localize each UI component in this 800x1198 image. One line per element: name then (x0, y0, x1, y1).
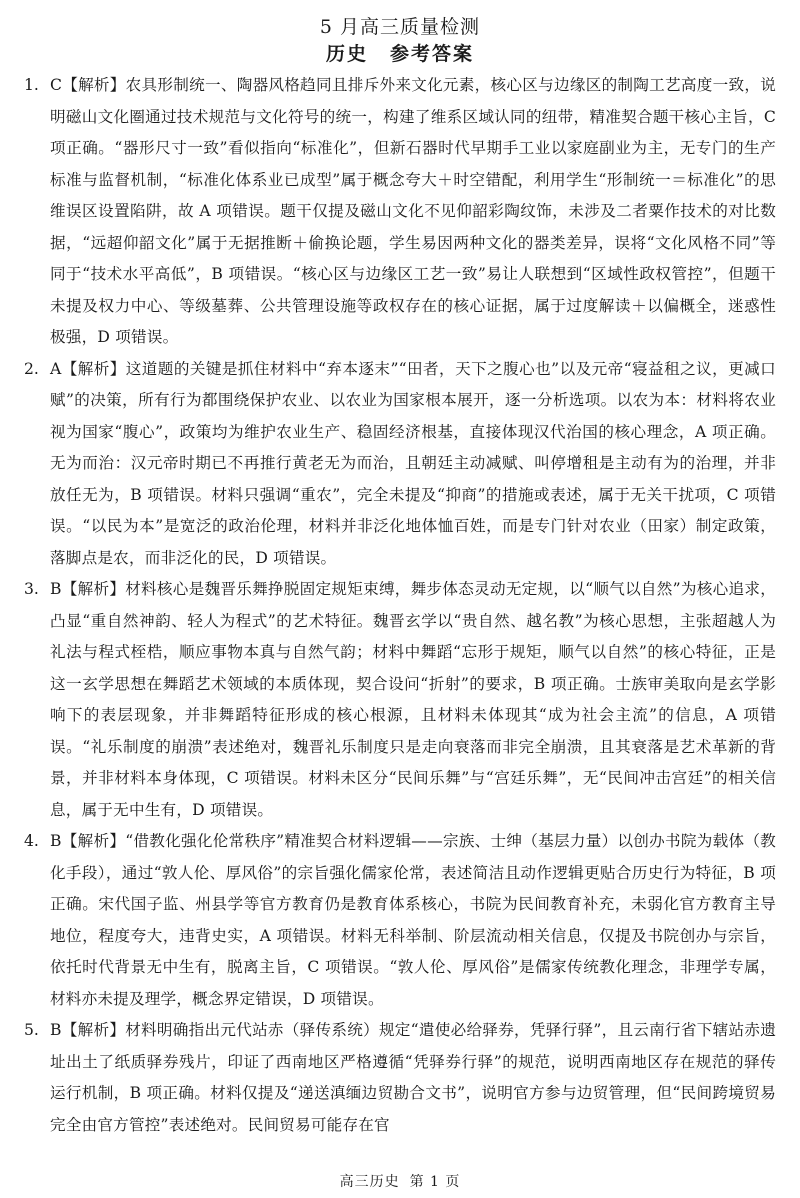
analysis-tag: 【解析】 (61, 832, 126, 850)
analysis-tag: 【解析】 (61, 1021, 126, 1039)
page-footer (0, 1172, 800, 1192)
answer-choice: B (50, 1021, 62, 1039)
answer-body (50, 1015, 776, 1141)
answer-body (50, 70, 776, 354)
answer-number: 3. (24, 580, 39, 598)
subject-label: 历史 (325, 43, 368, 65)
answer-kind-label: 参考答案 (390, 43, 475, 65)
page-title: 5 月高三质量检测 (319, 16, 481, 38)
page-number: 第 1 页 (409, 1174, 461, 1190)
page-subtitle (24, 40, 776, 68)
answer-number: 2. (24, 359, 39, 378)
answer-item (24, 1015, 776, 1141)
answer-list (24, 70, 776, 1141)
answer-number: 5. (24, 1021, 39, 1039)
analysis-text: 农具形制统一、陶器风格趋同且排斥外来文化元素，核心区与边缘区的制陶工艺高度一致，说明磁山文化圈通过技术规范与文化符号的统一，构建了维系区域认同的纽带，精准契合题干核心主旨，C 项正确。“器形尺寸一致”看似指向“标准化”，但新石器时代早期手工业以家庭副业为主，无专门的生产标准与监督机制，“标准化体系业已成型”属于概念夸大＋时空错配，利用学生“形制统一＝标准化”的思维误区设置陷阱，故 A 项错误。题干仅提及磁山文化不见仰韶彩陶纹饰，未涉及二者粟作技术的对比数据，“远超仰韶文化”属于无据推断＋偷换论题，学生易因两种文化的器类差异，误将“文化风格不同”等同于“技术水平高低”，B 项错误。“核心区与边缘区工艺一致”易让人联想到“区域性政权管控”，但题干未提及权力中心、等级墓葬、公共管理设施等政权存在的核心证据，属于过度解读＋以偏概全，迷惑性极强，D 项错误。 (50, 76, 776, 346)
analysis-text: 材料核心是魏晋乐舞挣脱固定规矩束缚，舞步体态灵动无定规，以“顺气以自然”为核心追求，凸显“重自然神韵、轻人为程式”的艺术特征。魏晋玄学以“贵自然、越名教”为核心思想，主张超越人为礼法与程式桎梏，顺应事物本真与自然气韵；材料中舞蹈“忘形于规矩，顺气以自然”的核心特征，正是这一玄学思想在舞蹈艺术领域的本质体现，契合设问“折射”的要求，B 项正确。士族审美取向是玄学影响下的表层现象，并非舞蹈特征形成的核心根源，且材料未体现其“成为社会主流”的信息，A 项错误。“礼乐制度的崩溃”表述绝对，魏晋礼乐制度只是走向衰落而非完全崩溃，且其衰落是艺术革新的背景，并非材料本身体现，C 项错误。材料未区分“民间乐舞”与“宫廷乐舞”，无“民间冲击宫廷”的相关信息，属于无中生有，D 项错误。 (50, 580, 776, 819)
analysis-text: 这道题的关键是抓住材料中“弃本逐末”“田者，天下之腹心也”以及元帝“寝益租之议，更减口赋”的决策，所有行为都围绕保护农业、以农业为国家根本展开，逐一分析选项。以农为本：材料将农业视为国家“腹心”，政策均为维护农业生产、稳固经济根基，直接体现汉代治国的核心理念，A 项正确。无为而治：汉元帝时期已不再推行黄老无为而治，且朝廷主动减赋、叫停增租是主动有为的治理，并非放任无为，B 项错误。材料只强调“重农”，完全未提及“抑商”的措施或表述，属于无关干扰项，C 项错误。“以民为本”是宽泛的政治伦理，材料并非泛化地体恤百姓，而是专门针对农业（田家）制定政策，落脚点是农，而非泛化的民，D 项错误。 (50, 359, 776, 567)
answer-item (24, 826, 776, 1015)
answer-body (50, 574, 776, 826)
answer-item (24, 354, 776, 575)
answer-choice: C (50, 76, 63, 94)
answer-number: 4. (24, 832, 39, 850)
answer-choice: A (50, 359, 62, 378)
analysis-tag: 【解析】 (61, 580, 126, 598)
footer-label: 高三历史 (339, 1174, 400, 1190)
analysis-tag: 【解析】 (62, 76, 126, 94)
analysis-text: “借教化强化伦常秩序”精准契合材料逻辑——宗族、士绅（基层力量）以创办书院为载体（教化手段），通过“敦人伦、厚风俗”的宗旨强化儒家伦常，表述简洁且动作逻辑更贴合历史行为特征，B 项正确。宋代国子监、州县学等官方教育仍是教育体系核心，书院为民间教育补充，未弱化官方教育主导地位，程度夸大，违背史实，A 项错误。材料无科举制、阶层流动相关信息，仅提及书院创办与宗旨，依托时代背景无中生有，脱离主旨，C 项错误。“敦人伦、厚风俗”是儒家传统教化理念，非理学专属，材料亦未提及理学，概念界定错误，D 项错误。 (50, 832, 776, 1008)
analysis-text: 材料明确指出元代站赤（驿传系统）规定“遣使必给驿券，凭驿行驿”，且云南行省下辖站赤遗址出土了纸质驿券残片，印证了西南地区严格遵循“凭驿券行驿”的规范，说明西南地区存在规范的驿传运行机制，B 项正确。材料仅提及“递送滇缅边贸勘合文书”，说明官方参与边贸管理，但“民间跨境贸易完全由官方管控”表述绝对。民间贸易可能存在官 (50, 1021, 776, 1134)
answer-choice: B (50, 580, 62, 598)
answer-body (50, 354, 776, 575)
answer-number: 1. (24, 76, 39, 94)
answer-item (24, 70, 776, 354)
answer-item (24, 574, 776, 826)
analysis-tag: 【解析】 (61, 359, 126, 378)
answer-body (50, 826, 776, 1015)
answer-choice: B (50, 832, 62, 850)
